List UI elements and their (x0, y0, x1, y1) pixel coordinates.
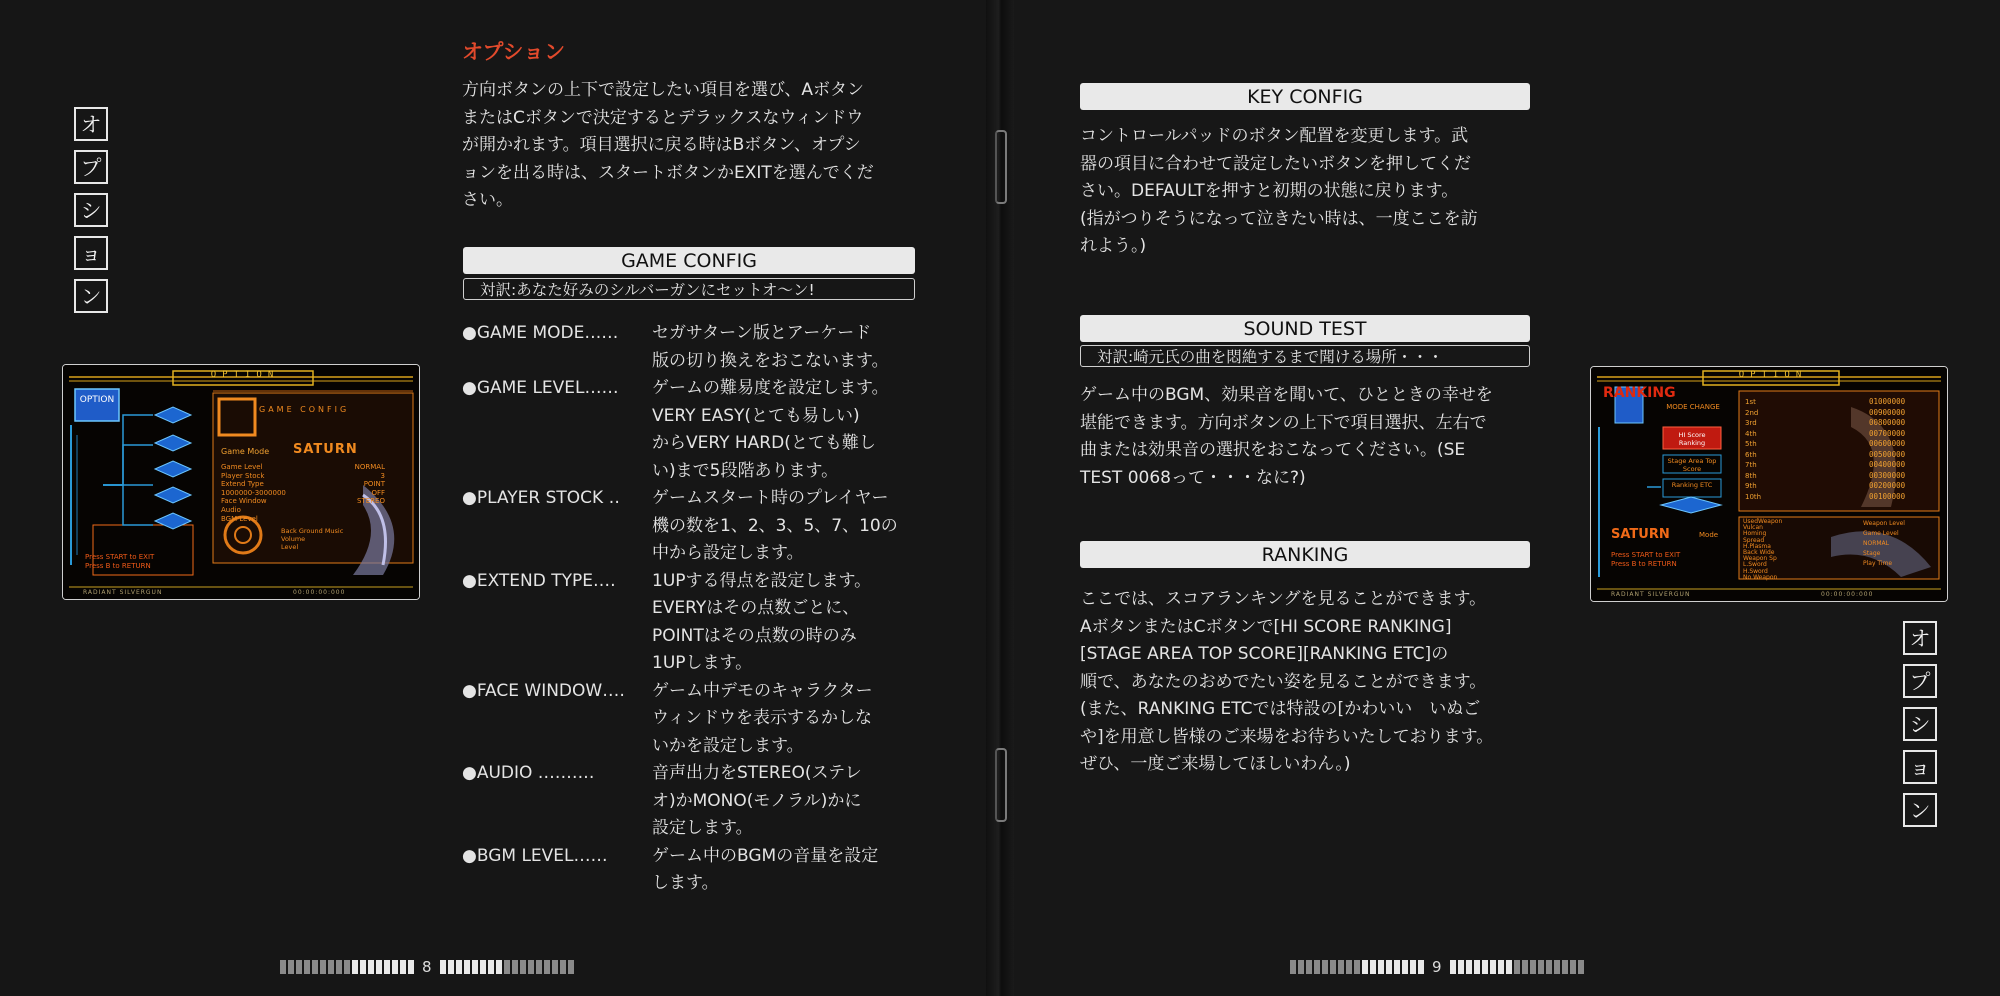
stat: Weapon Sp (1743, 555, 1777, 563)
stat: Spread (1743, 536, 1765, 544)
config-rows (221, 463, 286, 514)
config-row: Audio (221, 505, 241, 514)
desc-line: ウィンドウを表示するかしな (652, 708, 872, 728)
item-label: ●GAME MODE‥‥‥ (462, 323, 619, 343)
desc-line: 音声出力をSTEREO(ステレ (652, 763, 862, 783)
page-footer-left (280, 958, 574, 976)
config-item-audio (462, 760, 922, 843)
text-line: 曲または効果音の選択をおこなってください。(SE (1080, 440, 1466, 460)
score: 00900000 (1869, 407, 1906, 417)
mode-label: Mode (1699, 531, 1719, 539)
score: 00100000 (1869, 491, 1906, 501)
stat-value: NORMAL (1863, 540, 1890, 547)
tab-char: シ (1903, 707, 1937, 741)
screen-button: Ranking ETC (1671, 481, 1713, 489)
press-text (85, 553, 154, 571)
config-value: STEREO (357, 497, 385, 505)
intro-line: が開かれます。項目選択に戻る時はBボタン、オプシ (462, 135, 861, 155)
staple-bottom (995, 748, 1007, 822)
text-line: (指がつりそうになって泣きたい時は、一度ここを訪 (1080, 208, 1478, 229)
config-value: OFF (371, 488, 385, 497)
ranking-text (1080, 586, 1540, 779)
game-logo: RADIANT SILVERGUN (83, 589, 163, 596)
footer-bars (1290, 960, 1424, 974)
stat: Vulcan (1743, 524, 1763, 532)
text-line: (また、RANKING ETCでは特設の[かわいい いぬご (1080, 699, 1481, 719)
press-line: Press START to EXIT (1611, 551, 1681, 559)
press-line: Press B to RETURN (1611, 560, 1677, 568)
text-line: ぜひ、一度ご来場してほしいわん。) (1080, 754, 1351, 774)
level-stats (1863, 519, 1905, 569)
desc-line: ゲーム中のBGMの音量を設定 (652, 845, 879, 866)
mode-change: MODE CHANGE (1666, 403, 1720, 411)
stat: L.Sword (1743, 561, 1767, 569)
tab-char: ョ (74, 236, 108, 270)
tab-char: プ (1903, 664, 1937, 698)
screen-button: Stage Area Top Score (1667, 457, 1717, 473)
footer-bars (280, 960, 414, 974)
score: 00600000 (1869, 439, 1906, 448)
desc-line: セガサターン版とアーケード (652, 323, 872, 343)
config-row: Extend Type (221, 480, 264, 488)
text-line: AボタンまたはCボタンで[HI SCORE RANKING] (1080, 616, 1452, 637)
rank: 8th (1745, 471, 1757, 480)
intro-text (462, 77, 922, 215)
bgm-label: BGM Level (221, 515, 258, 523)
tab-char: プ (74, 150, 108, 184)
score-list (1869, 397, 1905, 502)
item-label: ●PLAYER STOCK ‥ (462, 488, 620, 508)
tab-char: ン (1903, 793, 1937, 827)
intro-line: 方向ボタンの上下で設定したい項目を選び、Aボタン (462, 80, 864, 100)
config-item-face-window (462, 678, 922, 761)
text-line: [STAGE AREA TOP SCORE][RANKING ETC]の (1080, 644, 1449, 664)
config-row: 1000000-3000000 (221, 488, 286, 497)
desc-line: 機の数を1、2、3、5、7、10の (652, 515, 898, 536)
desc-line: EVERYはその点数ごとに、 (652, 598, 860, 618)
config-item-game-level (462, 375, 922, 485)
score: 00700000 (1869, 428, 1906, 438)
rank-list (1745, 397, 1761, 502)
desc-line: オ)かMONO(モノラル)かに (652, 790, 862, 811)
rank: 1st (1745, 398, 1756, 406)
desc-line: 設定します。 (652, 818, 753, 838)
item-label: ●GAME LEVEL‥‥‥ (462, 378, 619, 398)
stat: H.Sword (1743, 567, 1768, 575)
rank: 7th (1745, 461, 1757, 469)
config-value: POINT (363, 480, 385, 488)
ranking-screen-title: RANKING (1603, 385, 1676, 401)
stat-label: Game Level (1863, 530, 1899, 537)
weapon-stats (1743, 519, 1782, 581)
score: 00400000 (1869, 460, 1906, 469)
text-line: さい。DEFAULTを押すと初期の状態に戻ります。 (1080, 181, 1459, 201)
stat: H.Plasma (1743, 542, 1771, 550)
mode-value: SATURN (293, 442, 358, 457)
score: 00200000 (1869, 481, 1906, 490)
sound-test-title: SOUND TEST (1080, 315, 1530, 342)
press-line: Press B to RETURN (85, 562, 151, 570)
item-desc (652, 375, 922, 485)
intro-line: さい。 (462, 190, 513, 210)
text-line: れよう。) (1080, 236, 1147, 256)
config-title: GAME CONFIG (259, 405, 350, 414)
desc-line: ゲームスタート時のプレイヤー (652, 488, 889, 508)
stat: Back Wide (1743, 549, 1775, 557)
stat: UsedWeapon (1743, 518, 1783, 525)
score: 00800000 (1869, 418, 1906, 427)
mode-value: SATURN (1611, 527, 1670, 542)
config-row: Player Stock (221, 471, 265, 480)
intro-line: またはCボタンで決定するとデラックスなウィンドウ (462, 107, 864, 128)
tab-char: オ (74, 107, 108, 141)
key-config-text (1080, 123, 1540, 261)
desc-line: 1UPする得点を設定します。 (652, 570, 872, 591)
option-badge: OPTION (79, 395, 115, 405)
option-screenshot (62, 364, 420, 600)
ranking-title: RANKING (1080, 541, 1530, 568)
rank: 6th (1745, 450, 1757, 459)
config-item-bgm-level (462, 843, 922, 898)
screen-header: OPTION (1738, 370, 1808, 380)
clock: 00:00:00:000 (1821, 591, 1874, 598)
bgm-sub-line: Back Ground Music (281, 527, 344, 535)
desc-line: ゲーム中デモのキャラクター (652, 680, 873, 701)
ranking-screenshot (1590, 366, 1948, 602)
rank: 5th (1745, 440, 1757, 448)
page-number: 9 (1432, 958, 1442, 976)
desc-line: からVERY HARD(とても難し (652, 433, 876, 453)
desc-line: ゲームの難易度を設定します。 (652, 378, 889, 398)
game-config-title: GAME CONFIG (463, 247, 915, 274)
mode-label: Game Mode (221, 447, 270, 456)
screen-button: HI Score Ranking (1678, 431, 1706, 447)
tab-char: ン (74, 279, 108, 313)
desc-line: POINTはその点数の時のみ (652, 625, 857, 646)
stat: Homing (1743, 530, 1767, 538)
item-label: ●AUDIO ‥‥‥‥‥ (462, 763, 595, 783)
config-value: 3 (380, 471, 385, 480)
sound-test-subtitle: 対訳:崎元氏の曲を悶絶するまで聞ける場所・・・ (1080, 345, 1530, 367)
footer-bars (440, 960, 574, 974)
text-line: TEST 0068って・・・なに?) (1080, 467, 1306, 488)
score: 01000000 (1869, 397, 1906, 406)
config-row: Game Level (221, 463, 263, 471)
footer-bars (1450, 960, 1584, 974)
tab-char: ョ (1903, 750, 1937, 784)
bgm-sub-line: Volume (281, 535, 306, 543)
stat-label: Play Time (1863, 560, 1893, 567)
stat-label: Stage (1863, 550, 1881, 557)
game-logo: RADIANT SILVERGUN (1611, 591, 1691, 598)
text-line: 堪能できます。方向ボタンの上下で項目選択、左右で (1080, 412, 1487, 433)
item-desc (652, 320, 922, 375)
text-line: 器の項目に合わせて設定したいボタンを押してくだ (1080, 153, 1471, 174)
bgm-sub-line: Level (281, 543, 299, 551)
bgm-sub (281, 527, 343, 551)
config-item-game-mode (462, 320, 922, 375)
desc-line: い)まで5段階あります。 (652, 460, 839, 481)
key-config-title: KEY CONFIG (1080, 83, 1530, 110)
item-desc (652, 678, 922, 761)
text-line: コントロールパッドのボタン配置を変更します。武 (1080, 126, 1469, 146)
page-footer-right (1290, 958, 1584, 976)
text-line: 順で、あなたのおめでたい姿を見ることができます。 (1080, 671, 1487, 692)
item-label: ●FACE WINDOW‥‥ (462, 680, 625, 701)
item-label: ●EXTEND TYPE‥‥ (462, 570, 616, 591)
item-desc (652, 568, 922, 678)
press-text (1611, 551, 1680, 569)
desc-line: します。 (652, 873, 719, 893)
rank: 4th (1745, 429, 1757, 438)
desc-line: VERY EASY(とても易しい) (652, 405, 860, 426)
rank: 10th (1745, 492, 1762, 501)
item-desc (652, 760, 922, 843)
config-row: Face Window (221, 497, 267, 505)
config-value: NORMAL (354, 463, 385, 471)
staple-top (995, 130, 1007, 204)
stat: No Weapon (1743, 573, 1778, 581)
desc-line: 版の切り換えをおこないます。 (652, 350, 889, 371)
score: 00300000 (1869, 470, 1906, 480)
right-vertical-tab (1903, 621, 1937, 836)
page-number: 8 (422, 958, 432, 976)
item-label: ●BGM LEVEL‥‥‥ (462, 845, 608, 866)
config-values (325, 463, 385, 506)
config-item-extend-type (462, 568, 922, 678)
desc-line: いかを設定します。 (652, 735, 804, 756)
stat-label: Weapon Level (1863, 520, 1905, 527)
rank: 9th (1745, 482, 1757, 490)
tab-char: シ (74, 193, 108, 227)
clock: 00:00:00:000 (293, 589, 346, 596)
tab-char: オ (1903, 621, 1937, 655)
press-line: Press START to EXIT (85, 553, 155, 561)
rank: 3rd (1745, 419, 1757, 427)
item-desc (652, 843, 922, 898)
desc-line: 中から設定します。 (652, 543, 804, 563)
text-line: ここでは、スコアランキングを見ることができます。 (1080, 589, 1487, 609)
game-config-items (462, 320, 922, 898)
config-item-player-stock (462, 485, 922, 568)
score: 00500000 (1869, 449, 1906, 459)
item-desc (652, 485, 922, 568)
game-config-subtitle: 対訳:あなた好みのシルバーガンにセットオ〜ン! (463, 278, 915, 300)
sound-test-text (1080, 382, 1540, 492)
intro-line: ョンを出る時は、スタートボタンかEXITを選んでくだ (462, 162, 874, 183)
left-vertical-tab (74, 107, 108, 322)
text-line: ゲーム中のBGM、効果音を聞いて、ひとときの幸せを (1080, 385, 1493, 405)
page-heading: オプション (462, 40, 566, 64)
screen-header: OPTION (210, 370, 280, 380)
rank: 2nd (1745, 408, 1759, 417)
desc-line: 1UPします。 (652, 653, 753, 673)
text-line: や]を用意し皆様のご来場をお待ちいたしております。 (1080, 726, 1494, 747)
